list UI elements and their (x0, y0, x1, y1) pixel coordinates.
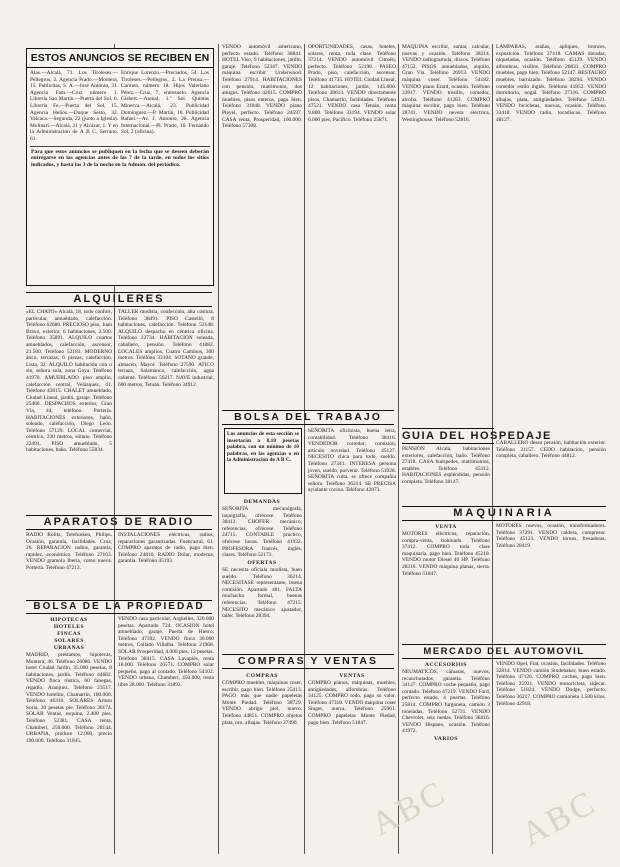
subhead-accesorios: ACCESORIOS (425, 662, 467, 668)
section-header-aparatos-radio: APARATOS DE RADIO (26, 515, 212, 530)
column-1-alquileres (26, 309, 112, 509)
announcement-title: ESTOS ANUNCIOS SE RECIBEN EN (27, 49, 213, 68)
classified-text: MADRID, préstamos, hipotecas, Montera, 46. Teléfono 26086. VENDO hotel Ciudad Jardín, 35.000 pesetas, 8 habitaciones, jardín. Teléfono 44682. VENDO finca rústica, 60 fanegas, regadío, Aranjuez. Teléfono 23517. VENDO hotelito, Chamartín, 180.000. Teléfono 46310. SOLARES Arturo Soria, 20 pesetas pie. Teléfono 36174. SOLAR Ventas, esquina, 2.400 pies. Teléfono 52381. CASA renta, Chamberí, 250.000. Teléfono 28144. URBANA, produce 12.000, precio 190.000. Teléfono 31045. (26, 652, 112, 744)
column-6-maquinaria (496, 523, 606, 639)
classified-text: VENDO automóvil americano, perfecto estado. Teléfono 38841. HOTEL Viso, 9 habitaciones, jardín, garaje. Teléfono 52347. VENDO máquina escribir Underwood. Teléfono 27914. HABITACIONES con pensión, matrimonio, dos amigos. Teléfono 42615. COMPRO muebles, pisos enteros, pago bien. Teléfono 31048. VENDO piano Pleyel, perfecto. Teléfono 24597. CASA renta, Prosperidad, 160.000. Teléfono 57308. (222, 44, 302, 130)
column-divider (492, 44, 493, 854)
subhead-hipotecas: HIPOTECAS (50, 617, 88, 623)
classified-text: PENSION Alcalá, habitaciones exteriores, calefacción, baño. Teléfono 27418. CASA huéspedes, matrimonios, estables. Teléfono 45312. HABITACIONES espléndidas, pensión completa. Teléfono 38147. (402, 446, 490, 485)
subhead-urbanas: URBANAS (53, 645, 85, 651)
column-3-compras (222, 672, 302, 858)
section-header-bolsa-trabajo: BOLSA DEL TRABAJO (222, 410, 394, 425)
section-header-mercado-automovil: MERCADO DEL AUTOMOVIL (402, 644, 606, 659)
column-5-guia (402, 446, 490, 502)
classified-text: MAQUINA escribir, sumar, calcular, nuevas y ocasión. Teléfono 38214. VENDO radiogramola, discos. Teléfono 47152. PISOS amueblados, alquilo, Gran Vía. Teléfono 26913. VENDO máquina coser. Teléfono 54182. VENDO piano Erard, ocasión. Teléfono 33917. VENDO tresillo, comedor, alcoba. Teléfono 41283. COMPRO máquina escribir, pago bien. Teléfono 28741. VENDO nevera eléctrica, Westinghouse. Teléfono 52816. (402, 44, 490, 123)
column-6-top (496, 44, 606, 424)
column-4-trabajo (308, 428, 396, 650)
column-6-guia (496, 440, 606, 500)
classified-text: COMPRO muebles, máquinas coser, escribir, pago bien. Teléfono 25413. PAGO más que nadie papeletas Monte Piedad. Teléfono 38729. VENDO abrigo piel, nuevo. Teléfono 44851. COMPRO objetos plata, oro, alhajas. Teléfono 27490. (222, 680, 302, 726)
watermark-logo: ABC (365, 773, 453, 844)
classified-text: LAMPARAS, arañas, apliques, bronces, exposición. Teléfono 37418. CAMAS doradas, niqueladas, ocasión. Teléfono 45129. VENDO alfombras, visillos. Teléfono 26831. COMPRO muebles, pago bien. Teléfono 52147. RESTAURO muebles, barnizado. Teléfono 38294. VENDO comedor estilo inglés. Teléfono 41852. VENDO dormitorio, nogal. Teléfono 27316. COMPRO alhajas, plata, antigüedades. Teléfono 54921. VENDO bicicletas, nuevas, ocasión. Teléfono 33418. VENDO radio, tocadiscos. Teléfono 48127. (496, 44, 606, 123)
classified-text: VENDO casa particular, Argüelles, 320.000 pesetas. Apartado 724. OCASION hotel amueblado, garaje, Puerta de Hierro. Teléfono 47392. VENDO finca 30.000 metros, Collado Villalba. Teléfono 21968. SOLAR Prosperidad, 4.000 pies, 12 pesetas. Teléfono 38415. CASA Lavapiés, renta 18.000. Teléfono 26571. COMPRO solar pequeño, pago al contado. Teléfono 54102. VENDO urbana, Chamberí, 450.000, renta libre 28.000. Teléfono 31892. (118, 616, 214, 688)
announcement-note: Para que estos anuncios se publiquen en la fecha que se deseen deberán entregarse en las agencias antes de las 7 de la tarde, en todos los sitios indicados, y hasta las 3 de la noche en la Admón. del periódico. (31, 148, 209, 168)
section-header-compras-ventas: COMPRAS Y VENTAS (222, 654, 394, 669)
subhead-hoteles: HOTELES (53, 624, 85, 630)
classified-text: VENDO Opel, Fiat, ocasión, facilidades. Teléfono 32814. VENDO camión Studebaker, buen estado. Teléfono 47126. COMPRO coches, pago bien. Teléfono 25931. VENDO motocicleta, sidecar. Teléfono 51824. VENDO Dodge, perfecto. Teléfono 36217. COMPRO camioneta 1.500 kilos. Teléfono 42918. (496, 661, 606, 707)
classified-text: SEÑORITA mecanógrafa, taquigrafía, ofrécese. Teléfono 38412. CHOFER mecánico, referencias, ofrécese. Teléfono 24715. CONTABLE práctico, ofrécese horas. Teléfono 41932. PROFESORA francés, inglés, clases. Teléfono 52173. (222, 506, 302, 559)
column-2-radio (118, 532, 214, 594)
watermark-logo: ABC (515, 783, 603, 854)
section-header-bolsa-propiedad: BOLSA DE LA PROPIEDAD (26, 600, 212, 614)
classified-text: MOTORES eléctricos, reparación, compra-venta, bobinado. Teléfono 37412. COMPRO toda clase maquinaria, pago bien. Teléfono 45218. VENDO motor Diesel 40 HP. Teléfono 28316. VENDO máquina planas, sierra. Teléfono 51847. (402, 531, 490, 577)
classified-text: INSTALACIONES eléctricas, radios, reparaciones garantizadas. Fuencarral, 61. COMPRO aparatos de radio, pago bien. Teléfono 24810. RADIO Dólar, moderna, garantía. Teléfono 45193. (118, 532, 214, 565)
subhead-demandas: DEMANDAS (243, 499, 281, 505)
section-header-alquileres: ALQUILERES (26, 292, 212, 307)
section-header-maquinaria: MAQUINARIA (402, 506, 606, 521)
subhead-venta: VENTA (435, 524, 457, 530)
classified-text: CABALLERO desea pensión, habitación exterior. Teléfono 31157. CEDO habitación, pensión completa, caballero. Teléfono 44812. (496, 440, 606, 460)
column-2-alquileres (118, 309, 214, 509)
subhead-ofertas: OFERTAS (247, 559, 277, 566)
subhead-compras: COMPRAS (246, 673, 278, 679)
column-5-automovil (402, 661, 490, 857)
column-divider (304, 44, 305, 854)
classified-text: SEÑORITA oficinista, buena letra, contabilidad. Teléfono 38416. VENDEDOR corredor, comisión, artículo novedad. Teléfono 45127. NECESITO chica para todo, sueldo. Teléfono 27341. INTERESA persona joven, sueldo, porvenir. Teléfono 51928. SEÑORITA culta, se ofrece compañía señora. Teléfono 36214. SE PRECISA ayudante cocina. Teléfono 42873. (308, 428, 396, 494)
classified-text: NEUMATICOS, cámaras, nuevos, recauchutados, garantía. Teléfono 34127. COMPRO coche pequeño, pago contado. Teléfono 47219. VENDO Ford, perfecto estado, 4 puertas. Teléfono 25814. COMPRO furgoneta, camión 3 toneladas. Teléfono 52731. VENDO Chevrolet, seis ruedas. Teléfono 38416. VENDO Hispano, ocasión. Teléfono 41972. (402, 669, 490, 735)
subhead-ventas: VENTAS (339, 673, 365, 679)
column-3-trabajo (222, 498, 302, 648)
classified-text: COMPRO pianos, máquinas, muebles, antigüedades, alfombras. Teléfono 34125. COMPRO todo, pago su valor. Teléfono 47318. VENDO máquina coser Singer, nueva. Teléfono 25961. COMPRO papeletas Monte Piedad, pago bien. Teléfono 51847. (308, 680, 396, 726)
column-3-top (222, 44, 302, 404)
column-5-maquinaria (402, 523, 490, 639)
bolsa-trabajo-info-box (224, 428, 302, 494)
classified-text: MOTORES nuevos, ocasión, transformadores. Teléfono 37291. VENDO caldera, compresor. Teléfono 45123. VENDO tornos, fresadoras. Teléfono 28419. (496, 523, 606, 549)
announcement-box (26, 48, 214, 286)
column-1-radio (26, 532, 112, 594)
bolsa-trabajo-info: Los anuncios de esta sección se insertarán a 0,10 pesetas palabra, con un mínimo de 10 palabras, en las agencias o en la Administración de A B C. (227, 431, 299, 464)
column-5-top (402, 44, 490, 424)
subhead-varios: VARIOS (433, 736, 459, 743)
column-4-top (308, 44, 396, 404)
classified-text: «EL CHATO» Alcalá, 18, todo confort, particular, amueblado, calefacción. Teléfono 62680. PRECIOSO piso, Juan Bravo, exterior, 6 habitaciones, 2.500. Teléfono 35891. ALQUILO cuartos amueblados, calefacción, ascensor, 21.500. Teléfono 52183. MODERNO ático, terrazas, 6 piezas, calefacción. Lista, 32. ALQUILO habitación con o sin, señora sola, zona Goya. Teléfono 41970. AMUEBLADO piso amplio, calefacción central, Velázquez, 41. Teléfono 43015. CHALET amueblado, Ciudad Lineal, jardín, garaje. Teléfono 25460. DESPACHOS exterior, Gran Vía, 44, teléfono. Portería. HABITACIONES exteriores, baño, soleado, calefacción, Diego León. Teléfono 57129. LOCAL comercial, céntrico, 230 metros, sótano. Teléfono 22491. PISO amueblado, 5 habitaciones, baño. Teléfono 55834. (26, 309, 112, 454)
section-header-guia-hospedaje: GUIA DEL HOSPEDAJE (402, 430, 552, 442)
classified-text: TALLER modista, confección, alta costura. Teléfono 38491. PISO Castelló, 8 habitaciones, calefacción. Teléfono 52148. ALQUILO despacho en céntrica oficina. Teléfono 22734. HABITACION soleada, caballero, pensión. Teléfono 41882. LOCALES amplios, Cuatro Caminos, 300 metros. Teléfono 33104. SOTANO grande, almacén, Mayor. Teléfono 27590. ATICO terraza, Salamanca, calefacción, agua caliente. Teléfono 56217. NAVE industrial, 600 metros, Tetuán. Teléfono 34912. (118, 309, 214, 388)
column-1-propiedad (26, 616, 112, 856)
classified-text: OPORTUNIDADES, casas, hoteles, solares, renta, toda clase. Teléfono 37214. VENDO automóvil Citroën, perfecto. Teléfono 52198. PASEO Prado, piso, calefacción, ascensor. Teléfono 41735. HOTEL Ciudad Lineal, 12 habitaciones, jardín, 145.000. Teléfono 28613. VENDO directamente pisos, Chamartín, facilidades. Teléfono 47521. VENDO casa Tetuán, renta 9.800. Teléfono 33194. VENDO solar 6.000 pies, Pacífico. Teléfono 25871. (308, 44, 396, 123)
classified-text: SE necesita oficiala modista, buen sueldo. Teléfono 36214. NECESITASE representante, buena comisión. Apartado 481. FALTA muchacha formal, buenas referencias. Teléfono 47215. NECESITO mecánico ajustador, taller. Teléfono 28394. (222, 566, 302, 620)
column-divider (218, 44, 219, 854)
announcement-agencies-right: Enrique Lorenzo.—Preciados, 54. Los Tiroleses.—Pellegros, 2. La Prensa.—Carmen, número 18. Hijos Valeriano Pérez.—Cruz, 7, entresuelo. Agencia Gisbert.—Arenal, 1.º Sol. Quintas Minerva.—Alcalá, 23. Publicidad Domínguez.—P. Martín, 10. Publicidad Rafael.—Av. J. Antonio, 28. Agencia Internacional.—Pl. Prado, 16. Fernando Sol, 2 (oficina). (121, 70, 209, 136)
announcement-agencies-left: Alas.—Alcalá, 71. Los Tiroleses.—Pellegros, 2. Agencia Prado.—Montera, 15. Publicitas, S. A.—José Antonio, 31. Agencia Fam.—Cruz número 1. Librería San Martín.—Puerta del Sol, 6. Librería Fe.—Puerta del Sol, 15. Agencia Helios.—Duque Sesto, 32. Valcaca.—Segunda, 22 (junto a Iglesia). Molinari.—Alcalá, 21 y Alcázar, 1. Y en la Administración de A B C, Serrano, 61. (30, 70, 118, 142)
subhead-fincas: FINCAS (57, 631, 81, 637)
classified-text: RADIO Rolitz, Telefunken, Philips. Ocasión, garantía, facilidades. Cruz, 26. REPARACION radios, garantía, rapidez, económico. Teléfono 27163. VENDO gramola Iberia, como nueva. Portería. Teléfono 47213. (26, 532, 112, 571)
subhead-solares: SOLARES (54, 638, 84, 644)
column-divider (398, 44, 399, 854)
column-2-propiedad (118, 616, 214, 856)
